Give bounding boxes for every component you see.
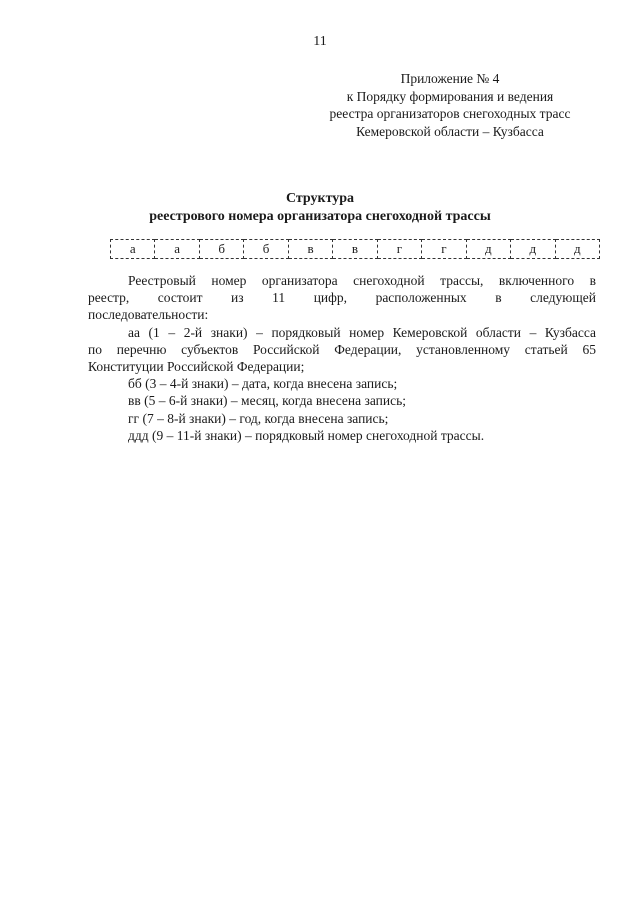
body-line: реестр, состоит из 11 цифр, расположенных в следующей (88, 290, 596, 306)
structure-cell: д (511, 240, 555, 259)
appendix-line: Приложение № 4 (400, 71, 500, 86)
body-line: Реестровый номер организатора снегоходной трассы, включенного в (128, 273, 596, 288)
structure-cell: в (333, 240, 377, 259)
structure-cell: в (288, 240, 332, 259)
body-line: аа (1 – 2-й знаки) – порядковый номер Кемеровской области – Кузбасса (128, 324, 596, 340)
structure-cell: д (555, 240, 599, 259)
appendix-line: реестра организаторов снегоходных трасс (329, 106, 571, 121)
structure-cell: д (466, 240, 510, 259)
structure-cell: б (199, 240, 243, 259)
body-line: последовательности: (88, 307, 209, 323)
registry-number-structure-table (110, 239, 600, 259)
document-title (0, 190, 640, 226)
appendix-line: к Порядку формирования и ведения (346, 88, 554, 104)
title-line-1: Структура (285, 191, 355, 206)
appendix-header (300, 70, 600, 140)
page-number: 11 (313, 34, 327, 49)
title-line-2: реестрового номера организатора снегоходной трассы (149, 209, 491, 224)
structure-cell: а (111, 240, 155, 259)
document-body (88, 272, 596, 444)
structure-cell: г (422, 240, 466, 259)
body-line: вв (5 – 6-й знаки) – месяц, когда внесена запись; (128, 393, 406, 409)
body-line: по перечню субъектов Российской Федерации, установленному статьей 65 (88, 341, 596, 357)
body-line: бб (3 – 4-й знаки) – дата, когда внесена запись; (128, 376, 398, 392)
body-line: ддд (9 – 11-й знаки) – порядковый номер снегоходной трассы. (128, 427, 485, 443)
structure-cell: б (244, 240, 288, 259)
body-line: гг (7 – 8-й знаки) – год, когда внесена запись; (128, 410, 389, 426)
body-line: Конституции Российской Федерации; (88, 359, 305, 375)
structure-cell: г (377, 240, 421, 259)
structure-cell: а (155, 240, 199, 259)
appendix-line: Кемеровской области – Кузбасса (356, 123, 544, 139)
structure-row (111, 240, 600, 259)
